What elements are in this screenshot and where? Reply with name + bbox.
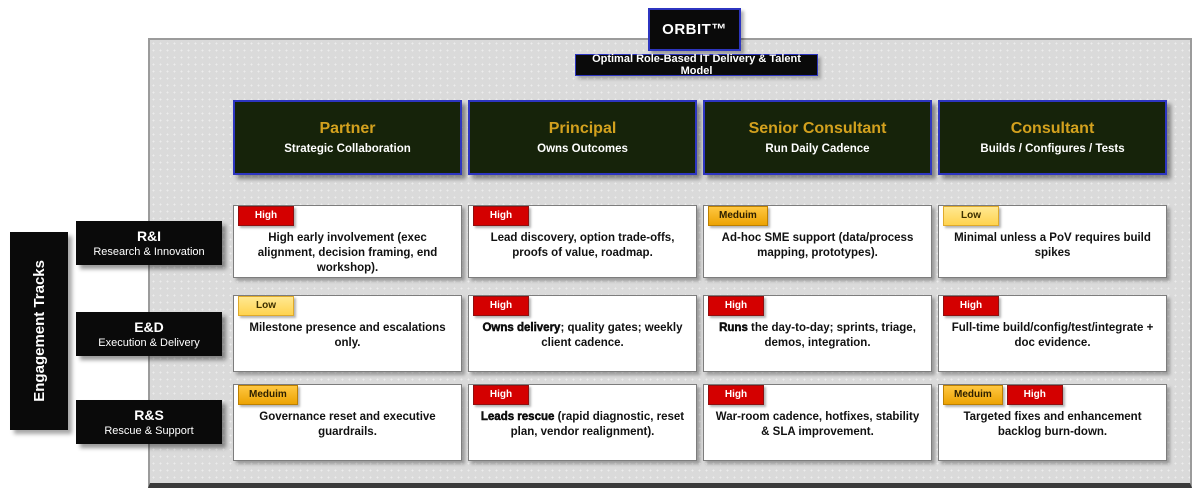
- engagement-tracks-label: [10, 232, 68, 430]
- column-header: [233, 100, 462, 175]
- matrix-cell: [233, 205, 462, 278]
- involvement-badge: High: [1007, 385, 1063, 405]
- cell-text-body: War-room cadence, hotfixes, stability & SLA improvement.: [715, 411, 920, 438]
- cell-text: [704, 410, 931, 440]
- involvement-badge: High: [473, 206, 529, 226]
- cell-text-emphasis: Owns delivery: [482, 322, 561, 334]
- involvement-badge: Meduim: [238, 385, 298, 405]
- cell-text-body: the day-to-day; sprints, triage, demos, integration.: [747, 322, 916, 349]
- cell-text-body: Lead discovery, option trade-offs, proofs of value, roadmap.: [490, 232, 675, 259]
- cell-text-body: Governance reset and executive guardrails.: [259, 411, 436, 438]
- column-header: [703, 100, 932, 175]
- badge-group: [943, 206, 999, 226]
- involvement-badge: Meduim: [708, 206, 768, 226]
- diagram-title-text: ORBIT™: [662, 21, 727, 38]
- badge-group: [708, 385, 764, 405]
- engagement-tracks-text: Engagement Tracks: [30, 260, 48, 402]
- matrix-cell: [703, 205, 932, 278]
- cell-text-emphasis: Leads rescue: [480, 411, 555, 423]
- involvement-badge: High: [473, 385, 529, 405]
- column-subtitle: Strategic Collaboration: [284, 143, 411, 155]
- cell-text-body: High early involvement (exec alignment, decision framing, end workshop).: [257, 232, 438, 274]
- cell-text: [939, 231, 1166, 261]
- matrix-cell: [703, 295, 932, 372]
- involvement-badge: Low: [943, 206, 999, 226]
- row-label: [76, 312, 222, 356]
- column-subtitle: Run Daily Cadence: [765, 143, 870, 155]
- matrix-cell: [938, 295, 1167, 372]
- badge-group: [238, 296, 294, 316]
- matrix-cell: [468, 295, 697, 372]
- column-subtitle: Builds / Configures / Tests: [980, 143, 1125, 155]
- badge-group: [473, 296, 529, 316]
- cell-text: [704, 321, 931, 351]
- row-name: Execution & Delivery: [98, 337, 200, 349]
- involvement-badge: High: [943, 296, 999, 316]
- badge-group: [943, 296, 999, 316]
- matrix-cell: [233, 384, 462, 461]
- cell-text: [234, 231, 461, 276]
- badge-group: [473, 385, 529, 405]
- cell-text-body: Ad-hoc SME support (data/process mapping, prototypes).: [721, 232, 914, 259]
- matrix-cell: [938, 384, 1167, 461]
- cell-text-body: Minimal unless a PoV requires build spikes: [954, 232, 1151, 259]
- involvement-badge: Meduim: [943, 385, 1003, 405]
- badge-group: [238, 385, 298, 405]
- involvement-badge: Low: [238, 296, 294, 316]
- cell-text: [939, 321, 1166, 351]
- column-title: Consultant: [1010, 120, 1095, 137]
- row-name: Rescue & Support: [104, 425, 194, 437]
- cell-text-body: Targeted fixes and enhancement backlog burn-down.: [963, 411, 1142, 438]
- row-label: [76, 400, 222, 444]
- column-header: [938, 100, 1167, 175]
- cell-text-body: Milestone presence and escalations only.: [249, 322, 446, 349]
- involvement-badge: High: [238, 206, 294, 226]
- matrix-cell: [703, 384, 932, 461]
- cell-text: [234, 410, 461, 440]
- diagram-subtitle: [575, 54, 818, 76]
- matrix-cell: [468, 205, 697, 278]
- badge-group: [708, 206, 768, 226]
- cell-text: [704, 231, 931, 261]
- matrix-cell: [468, 384, 697, 461]
- column-subtitle: Owns Outcomes: [537, 143, 628, 155]
- column-header: [468, 100, 697, 175]
- column-title: Principal: [548, 120, 617, 137]
- cell-text: [469, 321, 696, 351]
- badge-group: [708, 296, 764, 316]
- row-name: Research & Innovation: [93, 246, 205, 258]
- diagram-subtitle-text: Optimal Role-Based IT Delivery & Talent Model: [592, 53, 801, 77]
- cell-text: [469, 231, 696, 261]
- cell-text: [469, 410, 696, 440]
- row-code: E&D: [134, 319, 164, 335]
- matrix-cell: [938, 205, 1167, 278]
- column-title: Partner: [319, 120, 376, 137]
- cell-text: [939, 410, 1166, 440]
- cell-text-body: (rapid diagnostic, reset plan, vendor realignment).: [510, 411, 685, 438]
- cell-text-body: ; quality gates; weekly client cadence.: [541, 322, 683, 349]
- involvement-badge: High: [708, 385, 764, 405]
- column-title: Senior Consultant: [748, 120, 887, 137]
- badge-group: [473, 206, 529, 226]
- cell-text-emphasis: Runs: [719, 322, 748, 334]
- row-code: R&S: [134, 407, 164, 423]
- involvement-badge: High: [473, 296, 529, 316]
- cell-text-body: Full-time build/config/test/integrate + doc evidence.: [951, 322, 1154, 349]
- involvement-badge: High: [708, 296, 764, 316]
- badge-group: [943, 385, 1063, 405]
- row-label: [76, 221, 222, 265]
- matrix-cell: [233, 295, 462, 372]
- diagram-title: [648, 8, 741, 51]
- row-code: R&I: [136, 228, 162, 244]
- cell-text: [234, 321, 461, 351]
- badge-group: [238, 206, 294, 226]
